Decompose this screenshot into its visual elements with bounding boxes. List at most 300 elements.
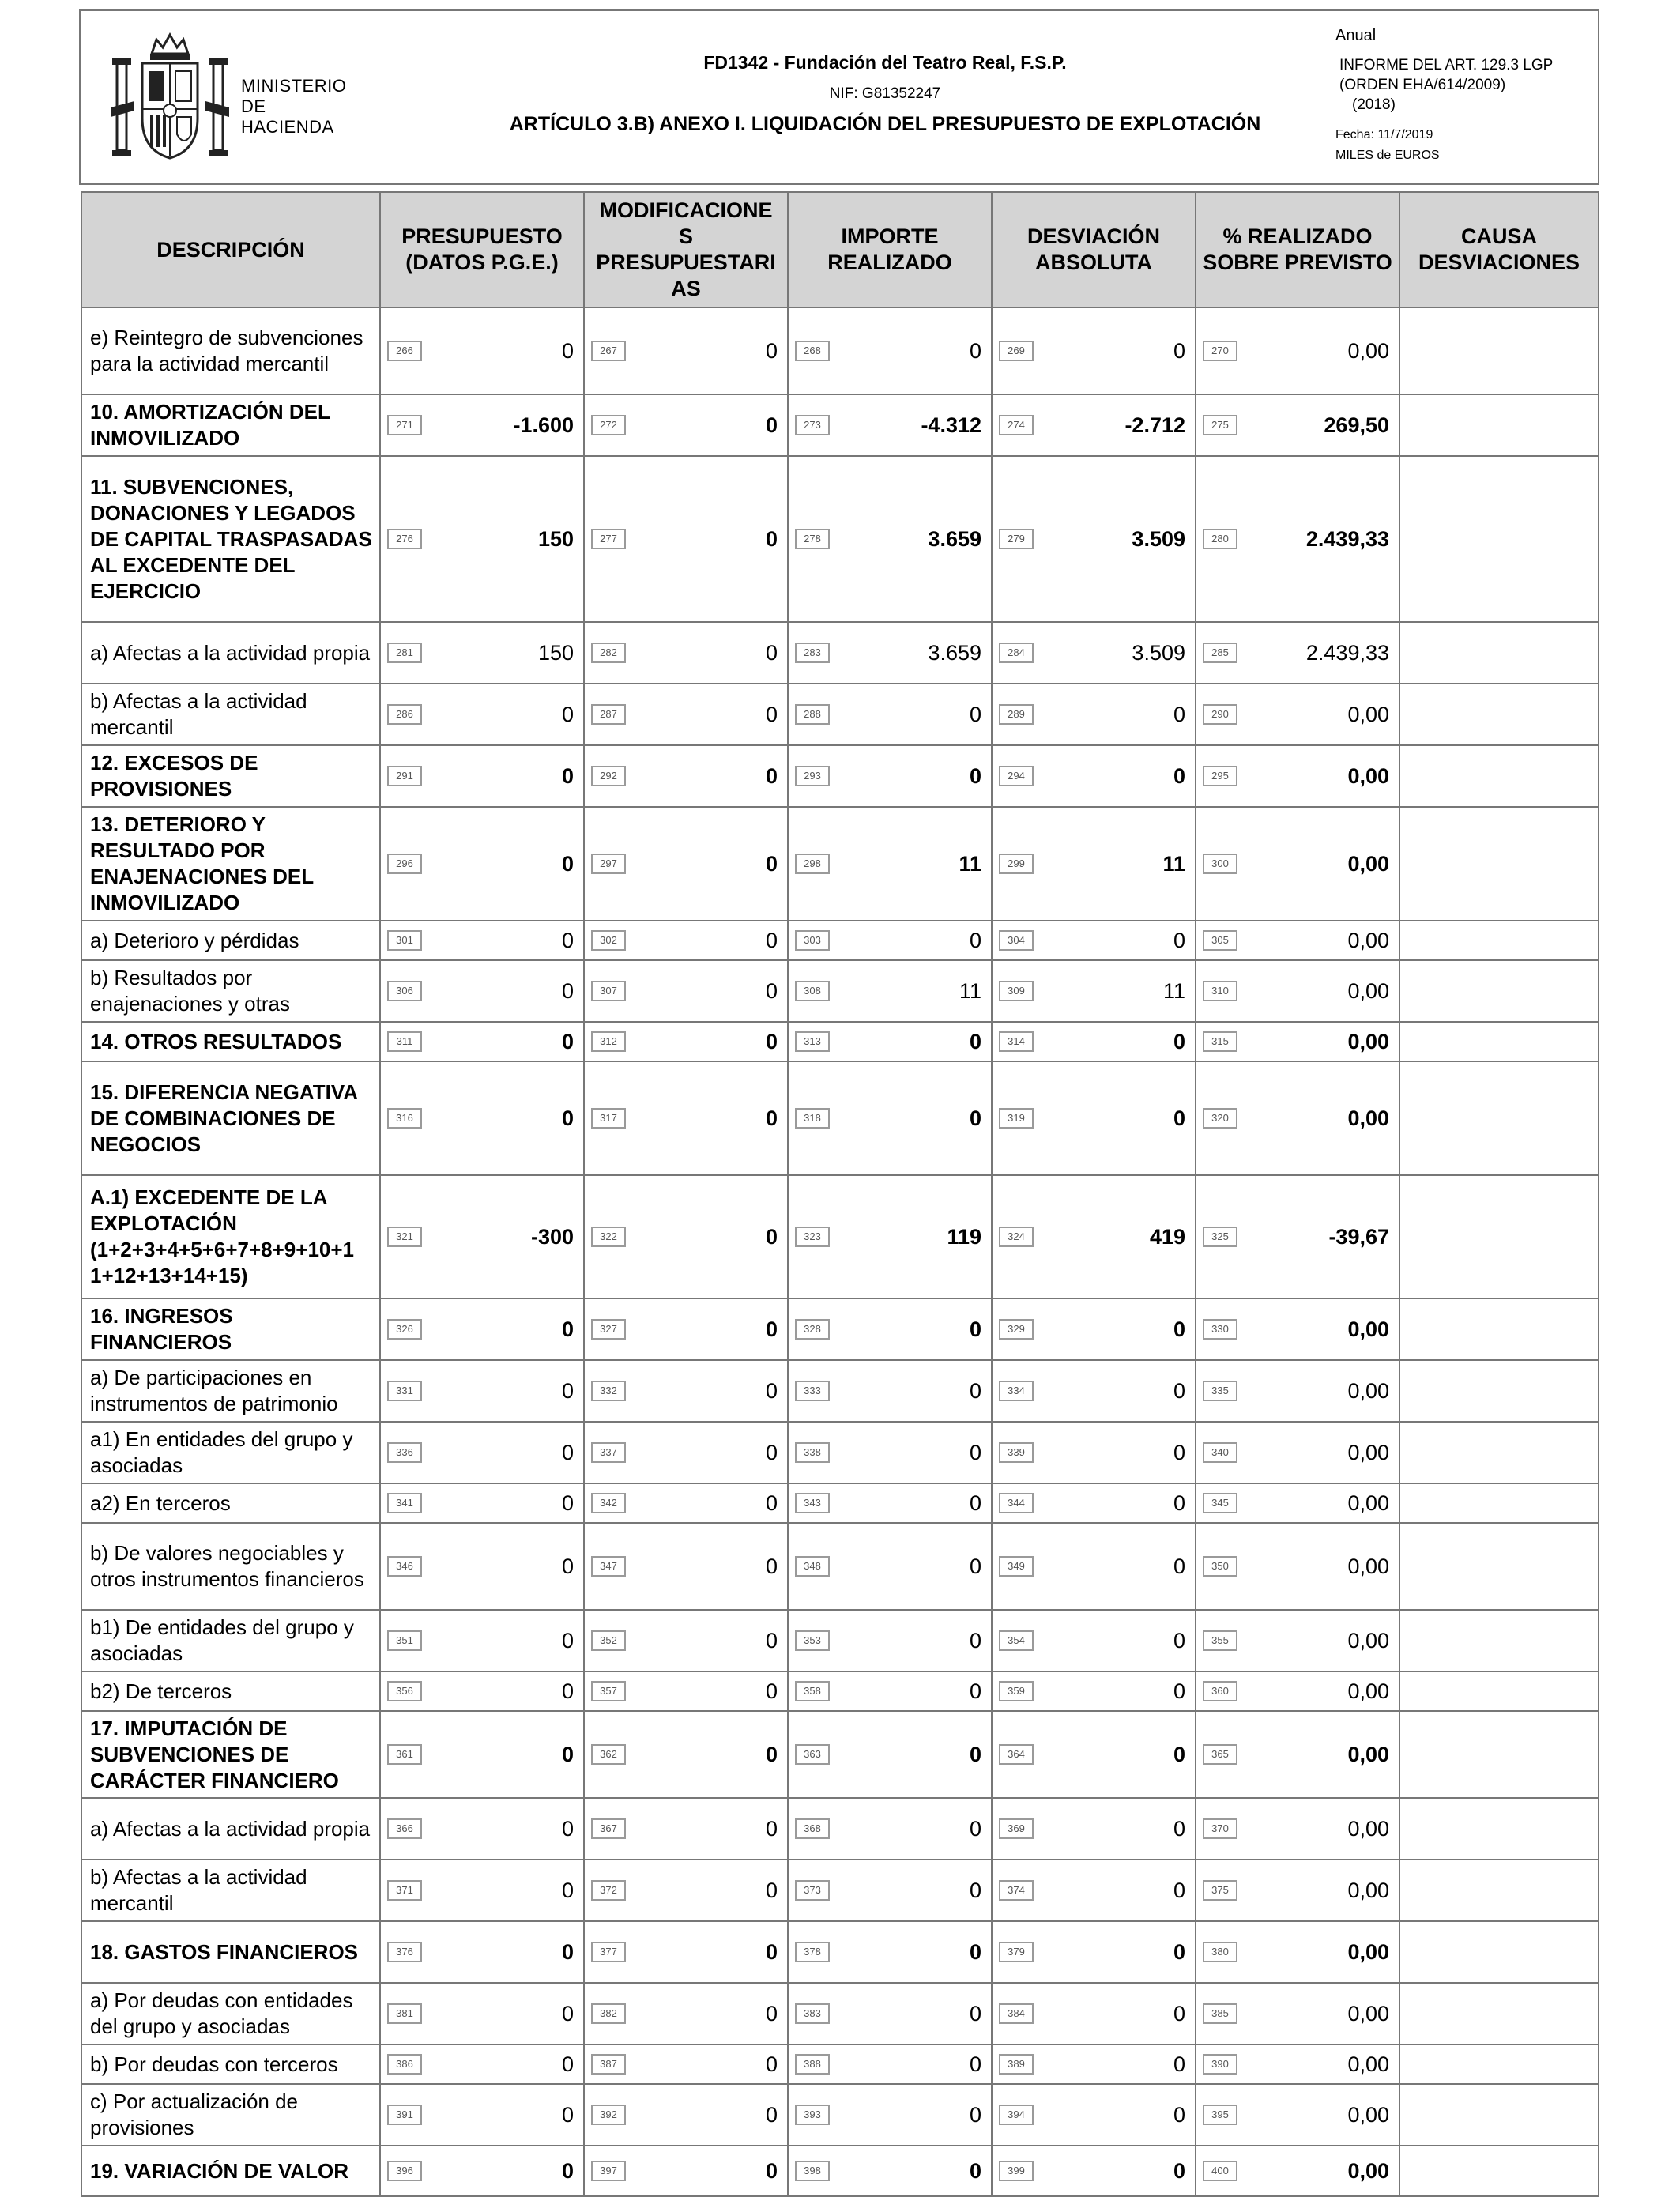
cell-value: 0 [1173,1029,1185,1053]
field-code-box: 308 [795,981,830,1001]
cell-value: 0,00 [1347,2158,1389,2183]
table-row [81,807,1599,921]
field-code-box: 383 [795,2003,830,2024]
cell-value: 0,00 [1347,1878,1389,1902]
value-cell [788,1983,992,2044]
field-code-box: 283 [795,643,830,663]
field-code-box: 361 [387,1744,422,1765]
value-cell [584,1671,788,1711]
cell-value: 0 [969,1628,981,1652]
field-code-box: 304 [999,930,1034,951]
cell-value: 0,00 [1347,763,1389,788]
field-code-box: 291 [387,766,422,786]
cell-value: 0 [561,1440,574,1464]
field-code-box: 349 [999,1556,1034,1577]
cause-cell [1399,807,1599,921]
cell-value: 0 [765,1816,778,1841]
field-code-box: 270 [1203,341,1237,361]
row-description: a) Deterioro y pérdidas [81,921,380,960]
cell-value: 0 [969,2001,981,2026]
field-code-box: 382 [591,2003,626,2024]
field-code-box: 313 [795,1031,830,1052]
value-cell [1196,745,1399,807]
cause-cell [1399,1610,1599,1671]
value-cell [380,960,584,1022]
cell-value: 0 [969,338,981,363]
value-cell [1196,2044,1399,2084]
cell-value: -4.312 [921,413,981,437]
cause-cell [1399,2044,1599,2084]
value-cell [788,1711,992,1798]
coat-of-arms-icon [111,32,229,166]
cell-value: -2.712 [1124,413,1185,437]
field-code-box: 273 [795,415,830,435]
value-cell [584,394,788,456]
value-cell [788,960,992,1022]
value-cell [1196,2084,1399,2146]
value-cell [992,1483,1196,1523]
value-cell [380,307,584,394]
value-cell [1196,1523,1399,1610]
value-cell [1196,622,1399,684]
cell-value: 0 [969,2158,981,2183]
value-cell [992,2146,1196,2196]
value-cell [1196,1298,1399,1360]
cell-value: 0 [765,2052,778,2076]
field-code-box: 276 [387,529,422,549]
cause-cell [1399,1711,1599,1798]
value-cell [380,745,584,807]
cell-value: 0 [969,928,981,952]
field-code-box: 334 [999,1381,1034,1401]
cell-value: 419 [1149,1224,1185,1249]
cell-value: 0 [561,1029,574,1053]
row-description: b) Resultados por enajenaciones y otras [81,960,380,1022]
field-code-box: 297 [591,854,626,874]
value-cell [788,1483,992,1523]
field-code-box: 303 [795,930,830,951]
field-code-box: 281 [387,643,422,663]
cause-cell [1399,684,1599,745]
table-row [81,622,1599,684]
cell-value: 0,00 [1347,338,1389,363]
cell-value: 0 [1173,1939,1185,1964]
cell-value: 0 [969,1742,981,1766]
value-cell [380,1983,584,2044]
cell-value: 0 [561,2158,574,2183]
cell-value: 0 [765,338,778,363]
field-code-box: 388 [795,2054,830,2075]
table-row [81,394,1599,456]
column-header-descripcion: DESCRIPCIÓN [81,192,380,307]
value-cell [992,1921,1196,1983]
field-code-box: 375 [1203,1880,1237,1901]
field-code-box: 380 [1203,1942,1237,1962]
field-code-box: 296 [387,854,422,874]
field-code-box: 328 [795,1319,830,1340]
value-cell [584,622,788,684]
ministry-line-2: DE HACIENDA [241,96,334,137]
value-cell [788,1422,992,1483]
field-code-box: 287 [591,704,626,725]
cell-value: 0 [561,1939,574,1964]
cell-value: 0 [765,1378,778,1403]
table-header-row [81,192,1599,307]
field-code-box: 266 [387,341,422,361]
value-cell [992,1860,1196,1921]
report-line-2: (ORDEN EHA/614/2009) [1339,77,1506,93]
cause-cell [1399,394,1599,456]
field-code-box: 322 [591,1227,626,1247]
value-cell [380,456,584,622]
field-code-box: 342 [591,1493,626,1513]
value-cell [1196,307,1399,394]
field-code-box: 279 [999,529,1034,549]
cell-value: 11 [959,978,981,1003]
cell-value: 0 [1173,2102,1185,2127]
cell-value: 0 [765,1554,778,1578]
cell-value: 0,00 [1347,1554,1389,1578]
cell-value: 0 [1173,1816,1185,1841]
field-code-box: 347 [591,1556,626,1577]
field-code-box: 272 [591,415,626,435]
cell-value: 0 [561,928,574,952]
cause-cell [1399,1360,1599,1422]
cell-value: 0 [1173,763,1185,788]
cause-cell [1399,1061,1599,1175]
table-row [81,684,1599,745]
date-text: Fecha: 11/7/2019 [1335,128,1433,141]
cell-value: 0 [1173,1742,1185,1766]
cell-value: 0,00 [1347,1378,1389,1403]
value-cell [380,684,584,745]
table-row [81,1022,1599,1061]
cell-value: 150 [537,640,574,665]
cell-value: 0 [561,1628,574,1652]
value-cell [992,960,1196,1022]
value-cell [992,921,1196,960]
field-code-box: 394 [999,2105,1034,2125]
table-row [81,1798,1599,1860]
cell-value: 3.509 [1132,526,1185,551]
cell-value: 0,00 [1347,1106,1389,1130]
row-description: 13. DETERIORO Y RESULTADO POR ENAJENACIONES DEL INMOVILIZADO [81,807,380,921]
row-description: e) Reintegro de subvenciones para la actividad mercantil [81,307,380,394]
cell-value: 0 [969,1679,981,1703]
cell-value: 0 [561,763,574,788]
field-code-box: 327 [591,1319,626,1340]
field-code-box: 324 [999,1227,1034,1247]
field-code-box: 357 [591,1681,626,1701]
field-code-box: 352 [591,1630,626,1651]
cell-value: 3.659 [928,526,981,551]
cause-cell [1399,1298,1599,1360]
value-cell [1196,456,1399,622]
value-cell [584,1798,788,1860]
cell-value: 0,00 [1347,2001,1389,2026]
value-cell [992,2044,1196,2084]
value-cell [788,1798,992,1860]
cause-cell [1399,1983,1599,2044]
cell-value: 0 [765,851,778,876]
field-code-box: 269 [999,341,1034,361]
field-code-box: 274 [999,415,1034,435]
column-header-importe: IMPORTE REALIZADO [788,192,992,307]
cause-cell [1399,921,1599,960]
cell-value: 0 [561,978,574,1003]
value-cell [584,1860,788,1921]
table-row [81,1523,1599,1610]
value-cell [1196,1798,1399,1860]
field-code-box: 359 [999,1681,1034,1701]
cell-value: 0 [561,1742,574,1766]
cell-value: 0 [765,978,778,1003]
value-cell [584,745,788,807]
report-line-1: INFORME DEL ART. 129.3 LGP [1339,57,1554,73]
field-code-box: 350 [1203,1556,1237,1577]
table-row [81,1921,1599,1983]
field-code-box: 306 [387,981,422,1001]
table-row [81,921,1599,960]
cell-value: 0 [765,640,778,665]
field-code-box: 301 [387,930,422,951]
field-code-box: 311 [387,1031,422,1052]
value-cell [992,622,1196,684]
row-description: 15. DIFERENCIA NEGATIVA DE COMBINACIONES DE NEGOCIOS [81,1061,380,1175]
field-code-box: 278 [795,529,830,549]
cell-value: 0,00 [1347,2102,1389,2127]
cell-value: 2.439,33 [1305,640,1389,665]
value-cell [1196,960,1399,1022]
field-code-box: 314 [999,1031,1034,1052]
field-code-box: 353 [795,1630,830,1651]
value-cell [1196,1175,1399,1298]
value-cell [992,1523,1196,1610]
cell-value: 0,00 [1347,1440,1389,1464]
cell-value: 0 [765,928,778,952]
row-description: a2) En terceros [81,1483,380,1523]
field-code-box: 333 [795,1381,830,1401]
value-cell [992,745,1196,807]
value-cell [380,622,584,684]
value-cell [788,684,992,745]
table-row [81,1483,1599,1523]
value-cell [788,807,992,921]
field-code-box: 372 [591,1880,626,1901]
field-code-box: 290 [1203,704,1237,725]
value-cell [584,684,788,745]
value-cell [380,1061,584,1175]
value-cell [992,1175,1196,1298]
cause-cell [1399,1921,1599,1983]
cell-value: 0 [561,1106,574,1130]
field-code-box: 385 [1203,2003,1237,2024]
value-cell [380,1022,584,1061]
value-cell [992,1610,1196,1671]
cell-value: 0 [561,1878,574,1902]
field-code-box: 386 [387,2054,422,2075]
table-row [81,960,1599,1022]
cell-value: 0 [1173,1679,1185,1703]
field-code-box: 344 [999,1493,1034,1513]
field-code-box: 321 [387,1227,422,1247]
value-cell [1196,1983,1399,2044]
cell-value: 119 [947,1224,981,1249]
value-cell [1196,1422,1399,1483]
cell-value: 0 [969,1816,981,1841]
cell-value: 0 [1173,1378,1185,1403]
cell-value: 0 [765,1029,778,1053]
value-cell [584,1711,788,1798]
cell-value: 0 [969,1490,981,1515]
value-cell [788,2084,992,2146]
field-code-box: 323 [795,1227,830,1247]
value-cell [584,1175,788,1298]
field-code-box: 292 [591,766,626,786]
field-code-box: 373 [795,1880,830,1901]
field-code-box: 288 [795,704,830,725]
value-cell [380,2146,584,2196]
field-code-box: 330 [1203,1319,1237,1340]
value-cell [992,684,1196,745]
cell-value: 0 [969,2102,981,2127]
cell-value: 0 [765,1939,778,1964]
row-description: 19. VARIACIÓN DE VALOR [81,2146,380,2196]
value-cell [788,2146,992,2196]
value-cell [788,1298,992,1360]
row-description: b2) De terceros [81,1671,380,1711]
row-description: 10. AMORTIZACIÓN DEL INMOVILIZADO [81,394,380,456]
value-cell [1196,394,1399,456]
cell-value: 0 [1173,2001,1185,2026]
value-cell [584,2044,788,2084]
field-code-box: 271 [387,415,422,435]
row-description: 16. INGRESOS FINANCIEROS [81,1298,380,1360]
value-cell [584,1983,788,2044]
row-description: b) Afectas a la actividad mercantil [81,684,380,745]
value-cell [788,2044,992,2084]
cell-value: 0 [969,1939,981,1964]
cell-value: 0 [969,1554,981,1578]
value-cell [992,1671,1196,1711]
field-code-box: 284 [999,643,1034,663]
row-description: b) Por deudas con terceros [81,2044,380,2084]
value-cell [584,1523,788,1610]
value-cell [380,1523,584,1610]
cell-value: 0,00 [1347,1317,1389,1341]
cell-value: 0,00 [1347,702,1389,726]
value-cell [584,921,788,960]
table-row [81,1298,1599,1360]
field-code-box: 298 [795,854,830,874]
value-cell [1196,1022,1399,1061]
field-code-box: 360 [1203,1681,1237,1701]
cell-value: 0 [1173,702,1185,726]
cell-value: -1.600 [513,413,574,437]
field-code-box: 277 [591,529,626,549]
value-cell [992,807,1196,921]
cell-value: 0 [765,2102,778,2127]
cell-value: 0,00 [1347,1816,1389,1841]
field-code-box: 351 [387,1630,422,1651]
field-code-box: 336 [387,1442,422,1463]
cause-cell [1399,1175,1599,1298]
field-code-box: 366 [387,1818,422,1839]
value-cell [584,2146,788,2196]
field-code-box: 282 [591,643,626,663]
value-cell [788,456,992,622]
value-cell [380,394,584,456]
field-code-box: 348 [795,1556,830,1577]
field-code-box: 325 [1203,1227,1237,1247]
cell-value: 0 [969,702,981,726]
value-cell [1196,807,1399,921]
cell-value: 0,00 [1347,1628,1389,1652]
value-cell [380,1175,584,1298]
value-cell [992,456,1196,622]
field-code-box: 374 [999,1880,1034,1901]
cause-cell [1399,960,1599,1022]
table-row [81,2084,1599,2146]
value-cell [992,1422,1196,1483]
cell-value: 0 [969,1440,981,1464]
cell-value: 0,00 [1347,2052,1389,2076]
cell-value: 0 [1173,1317,1185,1341]
units-text: MILES de EUROS [1335,149,1440,162]
value-cell [788,1523,992,1610]
table-row [81,1061,1599,1175]
value-cell [788,1860,992,1921]
row-description: c) Por actualización de provisiones [81,2084,380,2146]
field-code-box: 293 [795,766,830,786]
row-description: a) Afectas a la actividad propia [81,1798,380,1860]
cause-cell [1399,1422,1599,1483]
value-cell [380,1711,584,1798]
field-code-box: 316 [387,1108,422,1129]
field-code-box: 307 [591,981,626,1001]
cell-value: 0 [1173,1106,1185,1130]
value-cell [584,1610,788,1671]
cell-value: 0 [561,1679,574,1703]
cell-value: 0 [969,763,981,788]
value-cell [992,1061,1196,1175]
field-code-box: 358 [795,1681,830,1701]
coat-of-arms-logo [111,32,363,166]
field-code-box: 332 [591,1381,626,1401]
field-code-box: 329 [999,1319,1034,1340]
value-cell [1196,1921,1399,1983]
row-description: 14. OTROS RESULTADOS [81,1022,380,1061]
value-cell [380,1671,584,1711]
field-code-box: 335 [1203,1381,1237,1401]
cell-value: 0 [765,526,778,551]
value-cell [380,1798,584,1860]
field-code-box: 300 [1203,854,1237,874]
row-description: a) Afectas a la actividad propia [81,622,380,684]
field-code-box: 320 [1203,1108,1237,1129]
field-code-box: 387 [591,2054,626,2075]
value-cell [992,1022,1196,1061]
cell-value: 150 [537,526,574,551]
row-description: 12. EXCESOS DE PROVISIONES [81,745,380,807]
value-cell [584,960,788,1022]
cause-cell [1399,2146,1599,2196]
cause-cell [1399,1671,1599,1711]
value-cell [1196,2146,1399,2196]
cell-value: 0 [765,1490,778,1515]
field-code-box: 326 [387,1319,422,1340]
cell-value: 0 [1173,2158,1185,2183]
